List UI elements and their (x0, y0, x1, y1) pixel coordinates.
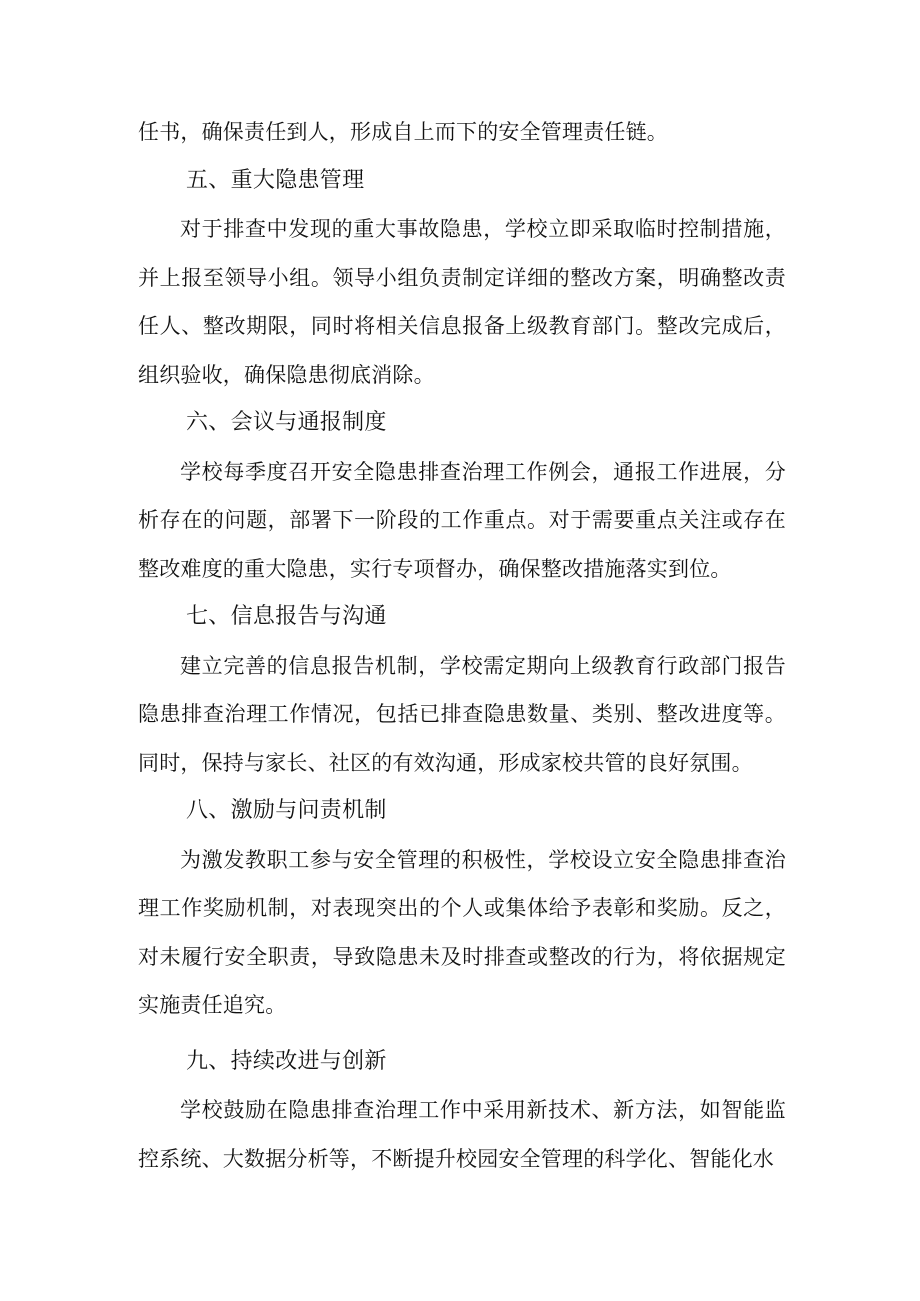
section-heading-9: 九、持续改进与创新 (186, 1048, 387, 1074)
section-heading-8: 八、激励与问责机制 (186, 798, 387, 823)
section-body-5: 对于排查中发现的重大事故隐患，学校立即采取临时控制措施，并上报至领导小组。领导小组负责制定详细的整改方案，明确整改责任人、整改期限，同时将相关信息报备上级教育部门。整改完成后，组织验收，确保隐患彻底消除。 (138, 217, 786, 387)
section-body-9: 学校鼓励在隐患排查治理工作中采用新技术、新方法，如智能监控系统、大数据分析等，不断提升校园安全管理的科学化、智能化水 (138, 1098, 786, 1171)
section-body-7: 建立完善的信息报告机制，学校需定期向上级教育行政部门报告隐患排查治理工作情况，包括已排查隐患数量、类别、整改进度等。同时，保持与家长、社区的有效沟通，形成家校共管的良好氛围。 (138, 653, 786, 775)
section-heading-5: 五、重大隐患管理 (186, 167, 365, 193)
paragraph-intro-tail: 任书，确保责任到人，形成自上而下的安全管理责任链。 (138, 120, 668, 144)
section-body-6: 学校每季度召开安全隐患排查治理工作例会，通报工作进展，分析存在的问题，部署下一阶段的工作重点。对于需要重点关注或存在整改难度的重大隐患，实行专项督办，确保整改措施落实到位。 (138, 459, 786, 581)
section-heading-6: 六、会议与通报制度 (186, 410, 387, 435)
section-spacer (138, 1030, 786, 1038)
section-heading-7: 七、信息报告与沟通 (186, 604, 387, 629)
section-body-8: 为激发教职工参与安全管理的积极性，学校设立安全隐患排查治理工作奖励机制，对表现突出的个人或集体给予表彰和奖励。反之，对未履行安全职责，导致隐患未及时排查或整改的行为，将依据规定实施责任追究。 (138, 847, 786, 1017)
document-body (138, 108, 786, 1183)
